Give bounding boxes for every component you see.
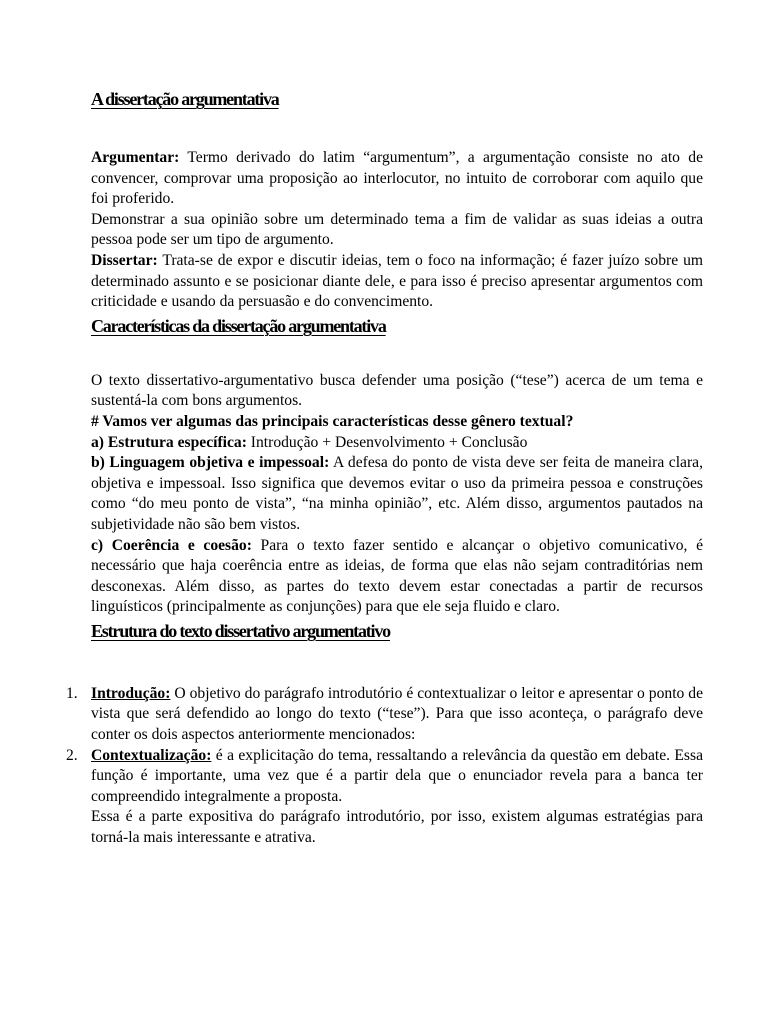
section-definitions [91,148,703,313]
paragraph-demonstrar: Demonstrar a sua opinião sobre um determinado tema a fim de validar as suas ideias a outra pessoa pode ser um tipo de argumento. [91,210,703,249]
section-characteristics [91,371,703,618]
list-number: 2. [66,746,78,764]
document-page [66,86,703,849]
label-argumentar: Argumentar: [91,149,180,166]
item-c [91,536,703,618]
paragraph-question: # Vamos ver algumas das principais características desse gênero textual? [91,412,574,430]
text-argumentar: Termo derivado do latim “argumentum”, a argumentação consiste no ato de convencer, comprovar uma proposição ao interlocutor, no intuito de corroborar com aquilo que foi proferido. [91,149,703,208]
label-c: c) Coerência e coesão: [91,536,252,554]
list-item [66,746,703,849]
label-b: b) Linguagem objetiva e impessoal: [91,454,330,472]
heading-dissertacao: A dissertação argumentativa [91,89,279,109]
item-b [91,453,703,535]
list-item-text [91,684,703,746]
list-item-extra: Essa é a parte expositiva do parágrafo introdutório, por isso, existem algumas estratégias para torná-la mais interessante e atrativa. [91,808,703,847]
label-dissertar: Dissertar: [91,251,158,269]
text-a: Introdução + Desenvolvimento + Conclusão [246,433,528,451]
label-contextualizacao: Contextualização: [91,746,212,764]
text-contextualizacao: é a explicitação do tema, ressaltando a relevância da questão em debate. Essa função é importante, uma vez que é a partir dela que o enunciador revela para a banca ter compreendido integralmente a proposta. [91,746,703,805]
list-number: 1. [66,684,78,702]
list-item [66,684,703,746]
item-a [91,433,703,454]
paragraph-argumentar [91,148,703,210]
numbered-list [66,684,703,849]
heading-caracteristicas: Características da dissertação argumentativa [91,315,386,336]
label-introducao: Introdução: [91,684,171,702]
text-dissertar: Trata-se de expor e discutir ideias, tem o foco na informação; é fazer juízo sobre um determinado assunto e se posicionar diante dele, e para isso é preciso apresentar argumentos com criticidade e usando da persuasão e do convencimento. [91,251,703,311]
text-c: Para o texto fazer sentido e alcançar o objetivo comunicativo, é necessário que haja coerência entre as ideias, de forma que elas não sejam contraditórias nem desconexas. Além disso, as partes do texto devem estar conectadas a partir de recursos linguísticos (principalmente as conjunções) para que ele seja fluido e claro. [91,536,703,616]
list-item-text [91,746,703,808]
section-structure [66,684,703,849]
heading-estrutura: Estrutura do texto dissertativo argumentativo [91,620,390,641]
text-b: A defesa do ponto de vista deve ser feita de maneira clara, objetiva e impessoal. Isso significa que devemos evitar o uso da primeira pessoa e construções como “do meu ponto de vista”, “na minha opinião”, etc. Além disso, argumentos pautados na subjetividade não são bem vistos. [91,454,703,533]
paragraph-intro: O texto dissertativo-argumentativo busca defender uma posição (“tese”) acerca de um tema e sustentá-la com bons argumentos. [91,371,703,410]
text-introducao: O objetivo do parágrafo introdutório é contextualizar o leitor e apresentar o ponto de vista que será defendido ao longo do texto (“tese”). Para que isso aconteça, o parágrafo deve conter os dois aspectos anteriormente mencionados: [91,684,703,744]
label-a: a) Estrutura específica: [91,433,247,451]
paragraph-dissertar [91,251,703,313]
